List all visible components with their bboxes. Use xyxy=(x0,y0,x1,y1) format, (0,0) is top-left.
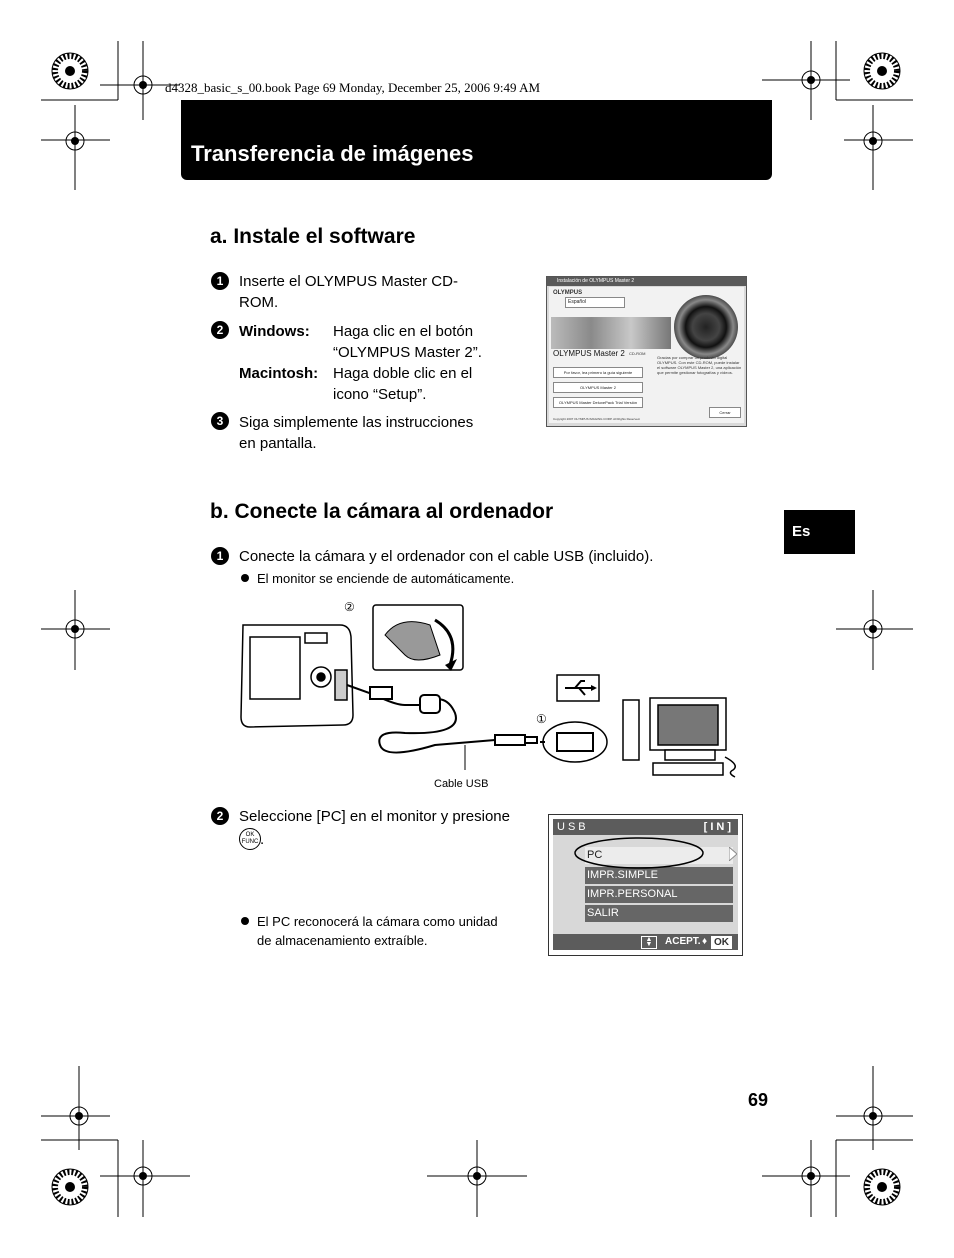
callout-2: ② xyxy=(344,600,355,614)
camera-lens-image xyxy=(674,295,738,359)
page-title: Transferencia de imágenes xyxy=(191,141,474,166)
section-b-heading: b. Conecte la cámara al ordenador xyxy=(210,500,554,523)
mac-instruction-line2: icono “Setup”. xyxy=(333,386,427,403)
windows-label: Windows: xyxy=(239,323,310,340)
usb-cable-illustration xyxy=(347,685,537,770)
updown-arrows-icon: ▲ ▼ xyxy=(641,936,657,949)
note-bullet xyxy=(241,574,249,582)
usb-menu-header xyxy=(553,819,738,835)
step-1-text-line2: ROM. xyxy=(239,294,279,311)
usb-menu-item-custom-print[interactable]: IMPR.PERSONAL xyxy=(585,886,733,903)
installer-screenshot xyxy=(546,276,747,427)
step-b1-number: 1 xyxy=(211,547,229,565)
diamond-icon: ♦ xyxy=(702,936,708,947)
product-description: Gracias por comprar un producto digital OLYMPUS. Con este CD-ROM, puede instalar el software OLYMPUS Master 2, una aplicación que permite gestionar fotografías y vídeos. xyxy=(657,355,742,375)
cable-usb-label: Cable USB xyxy=(434,778,489,790)
page-number: 69 xyxy=(748,1090,769,1110)
usb-menu-footer xyxy=(553,934,738,950)
camera-illustration xyxy=(241,625,353,727)
camera-to-pc-usb-illustration xyxy=(235,595,750,800)
usb-menu-screen xyxy=(548,814,743,956)
usb-menu-title: USB xyxy=(557,821,589,833)
step-b2-note-line1: El PC reconocerá la cámara como unidad xyxy=(257,914,498,929)
language-tab xyxy=(784,510,855,554)
note-bullet xyxy=(241,917,249,925)
installer-window-title: Instalación de OLYMPUS Master 2 xyxy=(557,278,635,284)
step-b1-text: Conecte la cámara y el ordenador con el cable USB (incluido). xyxy=(239,548,654,565)
olympus-logo: OLYMPUS xyxy=(553,290,583,296)
step-3-number: 3 xyxy=(211,412,229,430)
product-sub: CD-ROM xyxy=(629,351,646,356)
page-title-bar xyxy=(181,100,772,180)
memory-indicator: [IN] xyxy=(703,821,734,833)
step-b2-number: 2 xyxy=(211,807,229,825)
ok-button-label: OK xyxy=(711,936,732,949)
language-select: Español xyxy=(565,297,625,308)
usb-menu-item-exit[interactable]: SALIR xyxy=(585,905,733,922)
step-3-text-line2: en pantalla. xyxy=(239,435,317,452)
step-3-text-line1: Siga simplemente las instrucciones xyxy=(239,414,474,431)
step-1-text-line1: Inserte el OLYMPUS Master CD- xyxy=(239,273,458,290)
step-b2-period: . xyxy=(260,831,265,848)
mac-instruction-line1: Haga doble clic en el xyxy=(333,365,473,382)
product-photo-strip xyxy=(551,317,671,349)
step-b2-note-line2: de almacenamiento extraíble. xyxy=(257,933,428,948)
language-tab-label: Es xyxy=(792,523,811,540)
accept-label: ACEPT. xyxy=(665,936,701,947)
step-b2-text: Seleccione [PC] en el monitor y presione xyxy=(239,808,510,825)
usb-menu-item-pc[interactable]: PC xyxy=(585,847,733,864)
selection-oval-highlight xyxy=(573,835,713,871)
windows-instruction-line1: Haga clic en el botón xyxy=(333,323,474,340)
windows-instruction-line2: “OLYMPUS Master 2”. xyxy=(333,344,482,361)
book-file-info: d4328_basic_s_00.book Page 69 Monday, December 25, 2006 9:49 AM xyxy=(165,80,541,95)
read-guide-button: Por favor, lea primero la guía siguiente xyxy=(553,367,643,378)
section-a-heading: a. Instale el software xyxy=(210,225,416,248)
computer-illustration xyxy=(623,698,735,777)
usb-menu-item-simple-print[interactable]: IMPR.SIMPLE xyxy=(585,867,733,884)
step-b1-note: El monitor se enciende de automáticamente. xyxy=(257,571,515,586)
copyright-text: Copyright 2007 OLYMPUS IMAGING CORP. All Rights Reserved. xyxy=(553,417,641,421)
close-button: Cerrar xyxy=(709,407,741,418)
mac-label: Macintosh: xyxy=(239,365,319,382)
installer-title-bar xyxy=(547,277,746,286)
product-name: OLYMPUS Master 2 xyxy=(553,349,625,358)
callout-1: ① xyxy=(536,712,547,726)
step-1-number: 1 xyxy=(211,272,229,290)
deluxe-trial-button: OLYMPUS Master DeluxePack Trial Versión xyxy=(553,397,643,408)
step-2-number: 2 xyxy=(211,321,229,339)
ok-func-button-icon: OK FUNC xyxy=(239,828,261,850)
olympus-master-button: OLYMPUS Master 2 xyxy=(553,382,643,393)
right-arrow-icon xyxy=(729,847,737,861)
